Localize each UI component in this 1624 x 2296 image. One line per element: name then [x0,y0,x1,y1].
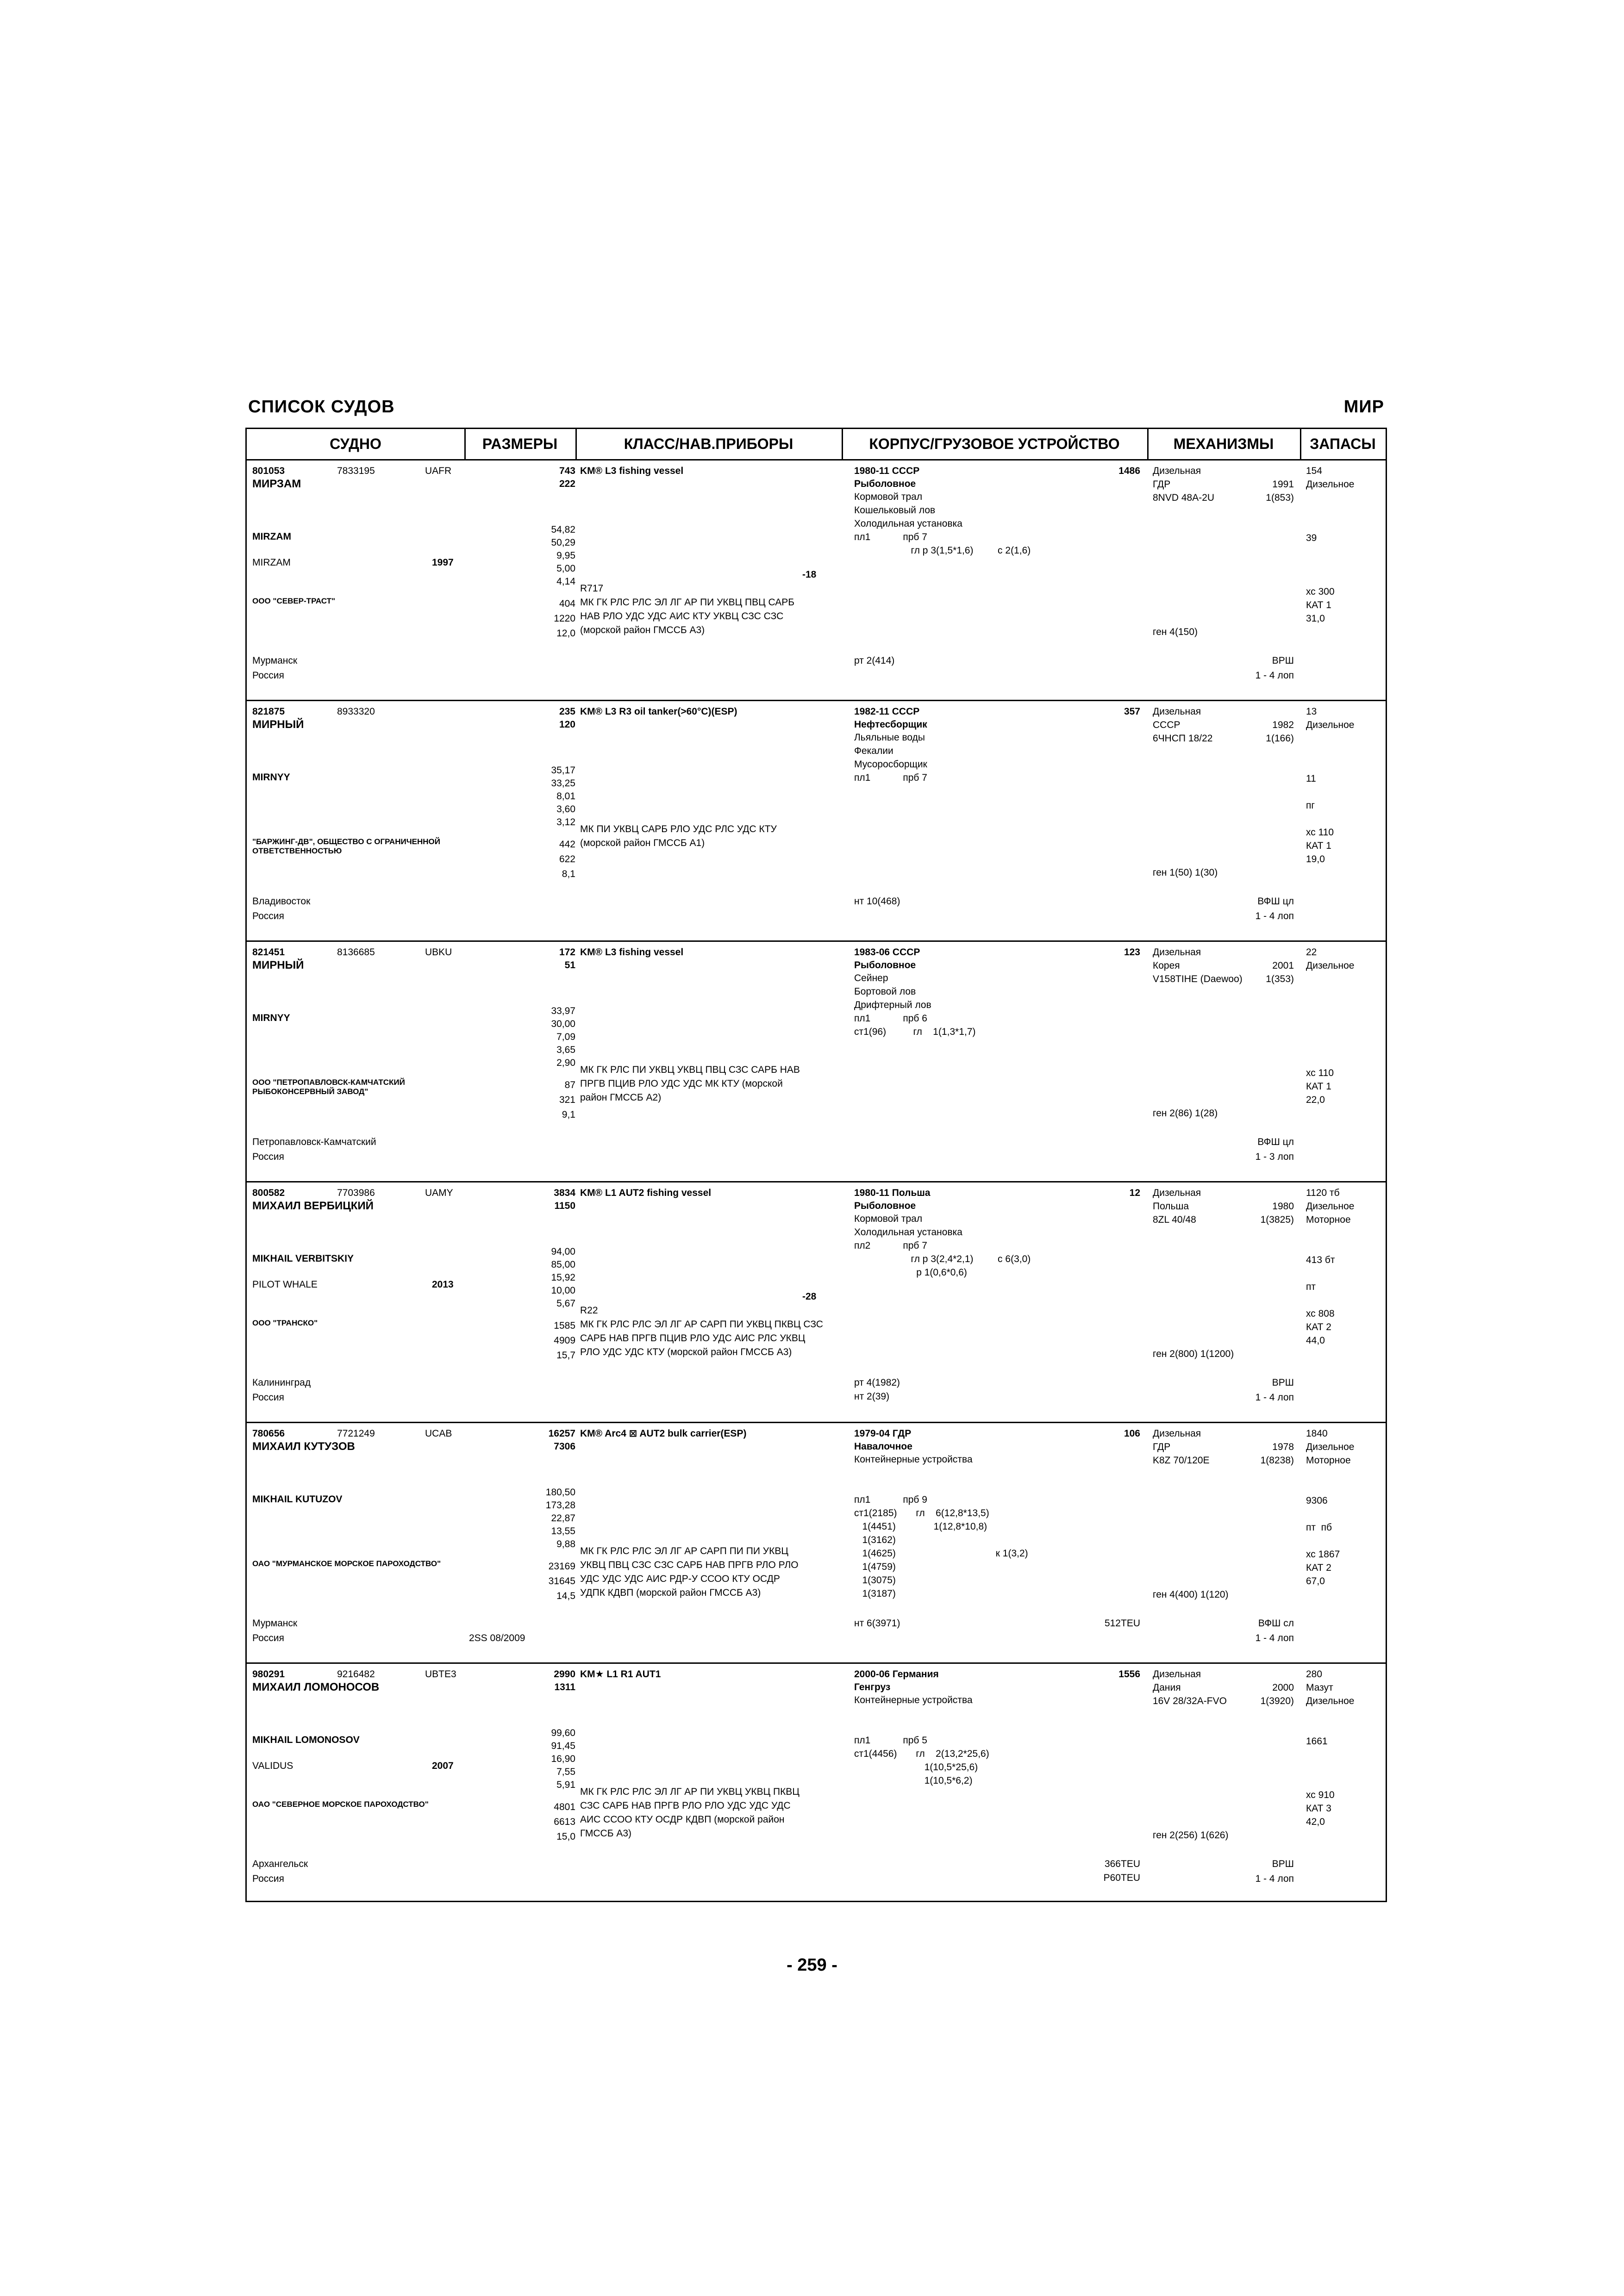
propeller: ВФШ цл [1257,1137,1294,1147]
imo-number: 7703986 [337,1188,375,1198]
call-sign: UBKU [425,947,452,958]
imo-number: 9216482 [337,1669,375,1680]
propeller: ВФШ цл [1257,896,1294,907]
hull-type: Генгруз [854,1682,891,1692]
propeller-blades: 1 - 4 лоп [1255,1873,1294,1884]
hull-tanks: рт 2(414) [854,655,895,666]
hull-type: Нефтесборщик [854,719,927,730]
home-port: Владивосток [252,896,311,907]
hull-type: Навалочное [854,1441,912,1452]
gross-tonnage: 3834 [554,1188,575,1198]
flag-country: Россия [252,1151,284,1162]
class-notation: KM® L3 fishing vessel [580,947,684,958]
deadweight: 87 321 9,1 [559,1080,575,1120]
hull-tanks: рт 4(1982) нт 2(39) [854,1377,900,1402]
gross-tonnage: 743 [559,466,575,476]
teu-capacity: 512TEU [1104,1618,1140,1629]
engine-year: 1980 [1272,1201,1294,1212]
engine-power: 1(8238) [1260,1455,1294,1466]
class-notation: KM® L1 AUT2 fishing vessel [580,1188,712,1198]
propeller-blades: 1 - 3 лоп [1255,1151,1294,1162]
owner: ОАО "СЕВЕРНОЕ МОРСКОЕ ПАРОХОДСТВО" [252,1800,429,1809]
ship-record [247,701,1386,942]
engine-year: 1982 [1272,720,1294,730]
page-section: МИР [1343,397,1384,417]
dimensions: 54,82 50,29 9,95 5,00 4,14 [551,524,575,587]
deadweight: 442 622 8,1 [559,839,575,879]
ship-name-ru: МИРНЫЙ [252,959,304,971]
engine-year: 1978 [1272,1442,1294,1452]
machinery: Дизельная СССР 6ЧНСП 18/22 [1153,706,1213,744]
imo-number: 8933320 [337,706,375,717]
hull-type: Рыболовное [854,479,916,489]
ship-name-ru: МИРЗАМ [252,478,301,490]
ship-name-lat: MIKHAIL KUTUZOV [252,1494,343,1505]
yard-number: 12 [1129,1188,1140,1198]
build-info: 1980-11 СССР [854,466,920,476]
flag-country: Россия [252,1633,284,1643]
dimensions: 99,60 91,45 16,90 7,55 5,91 [551,1728,575,1790]
gross-tonnage: 235 [559,706,575,717]
owner: ООО "ПЕТРОПАВЛОВСК-КАМЧАТСКИЙ РЫБОКОНСЕРВНЫЙ ЗАВОД" [252,1078,405,1096]
ship-record [247,942,1386,1182]
ship-name-ru: МИХАИЛ КУТУЗОВ [252,1440,355,1453]
machinery: Дизельная ГДР 8NVD 48A-2U [1153,466,1215,503]
page-title: СПИСОК СУДОВ [248,397,395,417]
ship-name-ru: МИРНЫЙ [252,718,304,731]
reg-number: 821875 [252,706,285,717]
home-port: Мурманск [252,655,298,666]
stores: 154 Дизельное 39 хс 300 КАТ 1 31,0 [1306,466,1355,624]
flag-country: Россия [252,911,284,921]
hull-details: Контейнерные устройства пл1 прб 9 ст1(2185) гл 6(12,8*13,5) 1(4451) 1(12,8*10,8) 1(3162) 1(4625) к 1(3,2) 1(4759) 1(3075) 1(3187) [854,1454,1028,1599]
stores: 280 Мазут Дизельное 1661 хс 910 КАТ 3 42,0 [1306,1669,1355,1827]
reg-number: 780656 [252,1428,285,1439]
page-header [245,397,1387,420]
dimensions: 94,00 85,00 15,92 10,00 5,67 [551,1246,575,1309]
propeller: ВРШ [1272,655,1294,666]
build-info: 1982-11 СССР [854,706,920,717]
reg-number: 800582 [252,1188,285,1198]
gross-tonnage: 172 [559,947,575,958]
owner: ОАО "МУРМАНСКОЕ МОРСКОЕ ПАРОХОДСТВО" [252,1559,441,1568]
home-port: Архангельск [252,1859,308,1869]
nav-equipment: МК ПИ УКВЦ САРБ РЛО УДС РЛС УДС КТУ (морской район ГМССБ А1) [580,824,777,848]
ship-name-lat: MIRNYY [252,1013,290,1023]
stores: 1840 Дизельное Моторное 9306 пт пб хс 1867 КАТ 2 67,0 [1306,1428,1355,1587]
col-header-machinery: МЕХАНИЗМЫ [1173,436,1274,452]
flag-country: Россия [252,1392,284,1403]
propeller-blades: 1 - 4 лоп [1255,911,1294,921]
flag-country: Россия [252,670,284,681]
ship-record [247,1182,1386,1423]
col-header-dimensions: РАЗМЕРЫ [482,436,558,452]
deadweight: 4801 6613 15,0 [554,1802,575,1842]
yard-number: 123 [1124,947,1140,958]
nav-equipment: R22 МК ГК РЛС РЛС ЭЛ ЛГ АР САРП ПИ УКВЦ ПКВЦ СЗС САРБ НАВ ПРГВ ПЦИВ РЛО УДС АИС РЛС УКВЦ РЛО УДС УДС КТУ (морской район ГМССБ А3) [580,1305,823,1357]
yard-number: 1556 [1118,1669,1140,1680]
survey-note: 2SS 08/2009 [469,1633,525,1643]
nav-equipment: R717 МК ГК РЛС РЛС ЭЛ ЛГ АР ПИ УКВЦ ПВЦ САРБ НАВ РЛО УДС УДС АИС КТУ УКВЦ СЗС СЗС (морской район ГМССБ А3) [580,583,795,635]
imo-number: 7721249 [337,1428,375,1439]
hull-tanks: нт 6(3971) [854,1618,900,1629]
teu-capacity: 366TEU P60TEU [1103,1859,1140,1883]
former-year: 2013 [432,1279,454,1290]
ship-name-lat: MIRNYY [252,772,290,783]
net-tonnage: 222 [559,479,575,489]
class-notation: KM® L3 R3 oil tanker(>60°C)(ESP) [580,706,737,717]
ship-record [247,1664,1386,1904]
engine-power: 1(353) [1266,974,1294,984]
build-info: 1979-04 ГДР [854,1428,912,1439]
nav-equipment: МК ГК РЛС РЛС ЭЛ ЛГ АР САРП ПИ ПИ УКВЦ УКВЦ ПВЦ СЗС СЗС САРБ НАВ ПРГВ РЛО РЛО УДС УДС УДС АИС РДР-У ССОО КТУ ОСДР УДПК КДВП (морской район ГМССБ А3) [580,1546,799,1598]
generators: ген 2(800) 1(1200) [1153,1349,1234,1359]
yard-number: 1486 [1118,466,1140,476]
build-info: 2000-06 Германия [854,1669,939,1680]
ship-name-lat: MIKHAIL VERBITSKIY [252,1253,354,1264]
nav-equipment: МК ГК РЛС РЛС ЭЛ ЛГ АР ПИ УКВЦ УКВЦ ПКВЦ СЗС САРБ НАВ ПРГВ РЛО РЛО УДС УДС УДС АИС ССОО КТУ ОСДР КДВП (морской район ГМССБ А3) [580,1786,800,1839]
nav-equipment: МК ГК РЛС ПИ УКВЦ УКВЦ ПВЦ СЗС САРБ НАВ ПРГВ ПЦИВ РЛО УДС УДС МК КТУ (морской район ГМССБ А2) [580,1064,800,1103]
engine-power: 1(3920) [1260,1696,1294,1706]
imo-number: 8136685 [337,947,375,958]
generators: ген 2(86) 1(28) [1153,1108,1218,1119]
owner: ООО "СЕВЕР-ТРАСТ" [252,597,336,605]
page-number: - 259 - [787,1955,837,1975]
ice-class-temp: -18 [802,569,817,580]
machinery: Дизельная Корея V158TIHE (Daewoo) [1153,947,1243,984]
gross-tonnage: 16257 [548,1428,575,1439]
hull-details: Кормовой трал Кошельковый лов Холодильная установка пл1 прб 7 гл р 3(1,5*1,6) с 2(1,6) [854,492,1031,556]
owner: ООО "ТРАНСКО" [252,1319,318,1327]
stores: 22 Дизельное хс 110 КАТ 1 22,0 [1306,947,1355,1105]
net-tonnage: 7306 [554,1441,575,1452]
generators: ген 2(256) 1(626) [1153,1830,1229,1841]
machinery: Дизельная Польша 8ZL 40/48 [1153,1188,1201,1225]
deadweight: 1585 4909 15,7 [554,1320,575,1361]
flag-country: Россия [252,1873,284,1884]
home-port: Мурманск [252,1618,298,1629]
machinery: Дизельная Дания 16V 28/32A-FVO [1153,1669,1227,1706]
former-name: VALIDUS [252,1761,294,1771]
table-header [247,429,1386,460]
hull-details: Контейнерные устройства пл1 прб 5 ст1(4456) гл 2(13,2*25,6) 1(10,5*25,6) 1(10,5*6,2) [854,1695,989,1786]
hull-type: Рыболовное [854,960,916,971]
ship-name-lat: MIRZAM [252,531,291,542]
call-sign: UAMY [425,1188,453,1198]
generators: ген 4(400) 1(120) [1153,1589,1229,1600]
hull-details: Льяльные воды Фекалии Мусоросборщик пл1 прб 7 [854,732,927,783]
former-year: 1997 [432,557,454,568]
yard-number: 106 [1124,1428,1140,1439]
ship-record [247,1423,1386,1664]
col-header-stores: ЗАПАСЫ [1310,436,1376,452]
net-tonnage: 1150 [554,1201,575,1211]
generators: ген 4(150) [1153,627,1198,637]
former-name: MIRZAM [252,557,291,568]
dimensions: 33,97 30,00 7,09 3,65 2,90 [551,1006,575,1068]
deadweight: 404 1220 12,0 [554,598,575,639]
propeller: ВФШ сл [1258,1618,1294,1629]
engine-year: 2000 [1272,1682,1294,1693]
deadweight: 23169 31645 14,5 [548,1561,575,1601]
propeller-blades: 1 - 4 лоп [1255,670,1294,681]
engine-power: 1(3825) [1260,1214,1294,1225]
generators: ген 1(50) 1(30) [1153,867,1218,878]
home-port: Петропавловск-Камчатский [252,1137,376,1147]
build-info: 1983-06 СССР [854,947,920,958]
stores: 13 Дизельное 11 пг хс 110 КАТ 1 19,0 [1306,706,1355,865]
hull-details: Сейнер Бортовой лов Дрифтерный лов пл1 прб 6 ст1(96) гл 1(1,3*1,7) [854,973,976,1037]
reg-number: 821451 [252,947,285,958]
engine-power: 1(166) [1266,733,1294,744]
net-tonnage: 120 [559,719,575,730]
col-header-ship: СУДНО [330,436,381,452]
former-name: PILOT WHALE [252,1279,318,1290]
propeller: ВРШ [1272,1859,1294,1869]
ship-name-ru: МИХАИЛ ЛОМОНОСОВ [252,1681,380,1693]
ice-class-temp: -28 [802,1291,817,1302]
gross-tonnage: 2990 [554,1669,575,1680]
col-header-class: КЛАСС/НАВ.ПРИБОРЫ [624,436,793,452]
call-sign: UCAB [425,1428,452,1439]
propeller-blades: 1 - 4 лоп [1255,1633,1294,1643]
col-header-hull: КОРПУС/ГРУЗОВОЕ УСТРОЙСТВО [869,436,1120,452]
dimensions: 180,50 173,28 22,87 13,55 9,88 [545,1487,575,1549]
engine-power: 1(853) [1266,492,1294,503]
engine-year: 2001 [1272,960,1294,971]
dimensions: 35,17 33,25 8,01 3,60 3,12 [551,765,575,828]
imo-number: 7833195 [337,466,375,476]
net-tonnage: 51 [564,960,575,971]
owner: "БАРЖИНГ-ДВ", ОБЩЕСТВО С ОГРАНИЧЕННОЙ ОТВЕТСТВЕННОСТЬЮ [252,837,440,855]
call-sign: UBTE3 [425,1669,456,1680]
ship-record [247,460,1386,701]
class-notation: KM® L3 fishing vessel [580,466,684,476]
reg-number: 980291 [252,1669,285,1680]
former-year: 2007 [432,1761,454,1771]
call-sign: UAFR [425,466,452,476]
build-info: 1980-11 Польша [854,1188,931,1198]
net-tonnage: 1311 [554,1682,575,1692]
yard-number: 357 [1124,706,1140,717]
ship-table [245,428,1387,1902]
machinery: Дизельная ГДР K8Z 70/120E [1153,1428,1210,1466]
engine-year: 1991 [1272,479,1294,490]
hull-tanks: нт 10(468) [854,896,900,907]
ship-name-ru: МИХАИЛ ВЕРБИЦКИЙ [252,1200,374,1212]
hull-details: Кормовой трал Холодильная установка пл2 прб 7 гл р 3(2,4*2,1) с 6(3,0) р 1(0,6*0,6) [854,1213,1031,1278]
ship-name-lat: MIKHAIL LOMONOSOV [252,1735,360,1745]
propeller: ВРШ [1272,1377,1294,1388]
reg-number: 801053 [252,466,285,476]
hull-type: Рыболовное [854,1201,916,1211]
class-notation: KM® Arc4 ⊠ AUT2 bulk carrier(ESP) [580,1428,747,1439]
home-port: Калининград [252,1377,311,1388]
class-notation: KM★ L1 R1 AUT1 [580,1669,661,1680]
stores: 1120 тб Дизельное Моторное 413 бт пт хс 808 КАТ 2 44,0 [1306,1188,1355,1346]
propeller-blades: 1 - 4 лоп [1255,1392,1294,1403]
